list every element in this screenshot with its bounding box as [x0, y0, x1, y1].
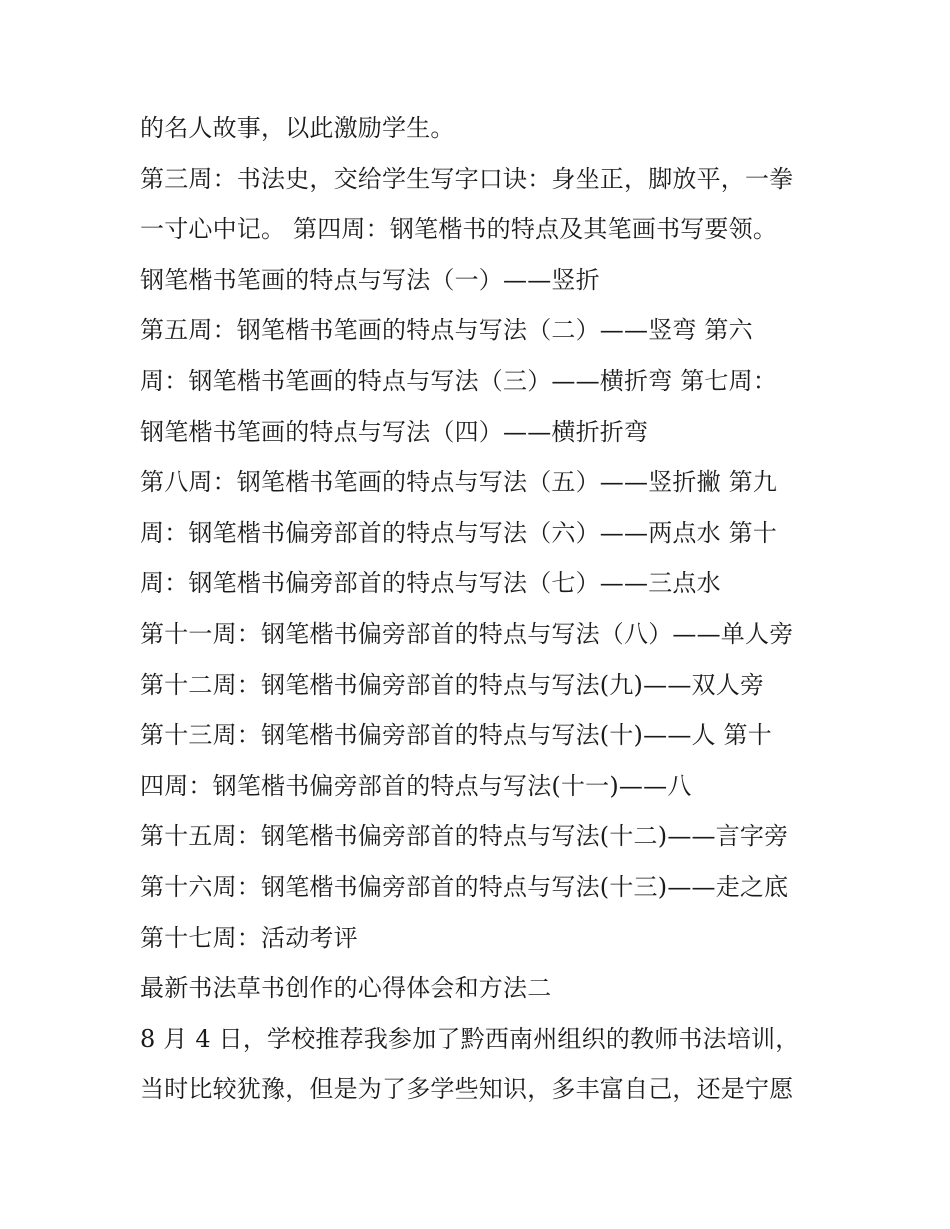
text-line: 一寸心中记。 第四周：钢笔楷书的特点及其笔画书写要领。 — [140, 215, 778, 243]
text-line: 周：钢笔楷书笔画的特点与写法（三）——横折弯 第七周： — [140, 367, 778, 395]
text-line: 钢笔楷书笔画的特点与写法（四）——横折折弯 — [140, 418, 649, 446]
text-line: 周：钢笔楷书偏旁部首的特点与写法（六）——两点水 第十 — [140, 519, 778, 547]
text-line: 第十二周：钢笔楷书偏旁部首的特点与写法(九)——双人旁 — [140, 671, 765, 699]
text-line: 四周：钢笔楷书偏旁部首的特点与写法(十一)——八 — [140, 772, 692, 800]
text-line: 的名人故事，以此激励学生。 — [140, 114, 455, 142]
text-line: 第十三周：钢笔楷书偏旁部首的特点与写法(十)——人 第十 — [140, 721, 772, 749]
text-line: 钢笔楷书笔画的特点与写法（一）——竖折 — [140, 266, 600, 294]
text-line: 第五周：钢笔楷书笔画的特点与写法（二）——竖弯 第六 — [140, 316, 753, 344]
section-heading: 最新书法草书创作的心得体会和方法二 — [140, 974, 552, 1002]
text-line: 第十五周：钢笔楷书偏旁部首的特点与写法(十二)——言字旁 — [140, 822, 789, 850]
text-line: 8 月 4 日，学校推荐我参加了黔西南州组织的教师书法培训， — [140, 1025, 800, 1053]
text-line: 第十六周：钢笔楷书偏旁部首的特点与写法(十三)——走之底 — [140, 873, 789, 901]
text-line: 当时比较犹豫，但是为了多学些知识，多丰富自己，还是宁愿 — [140, 1075, 794, 1103]
text-line: 第十一周：钢笔楷书偏旁部首的特点与写法（八）——单人旁 — [140, 620, 794, 648]
text-line: 第三周：书法史，交给学生写字口诀：身坐正，脚放平，一拳 — [140, 165, 794, 193]
text-line: 第十七周：活动考评 — [140, 924, 358, 952]
text-line: 第八周：钢笔楷书笔画的特点与写法（五）——竖折撇 第九 — [140, 468, 778, 496]
text-line: 周：钢笔楷书偏旁部首的特点与写法（七）——三点水 — [140, 569, 721, 597]
